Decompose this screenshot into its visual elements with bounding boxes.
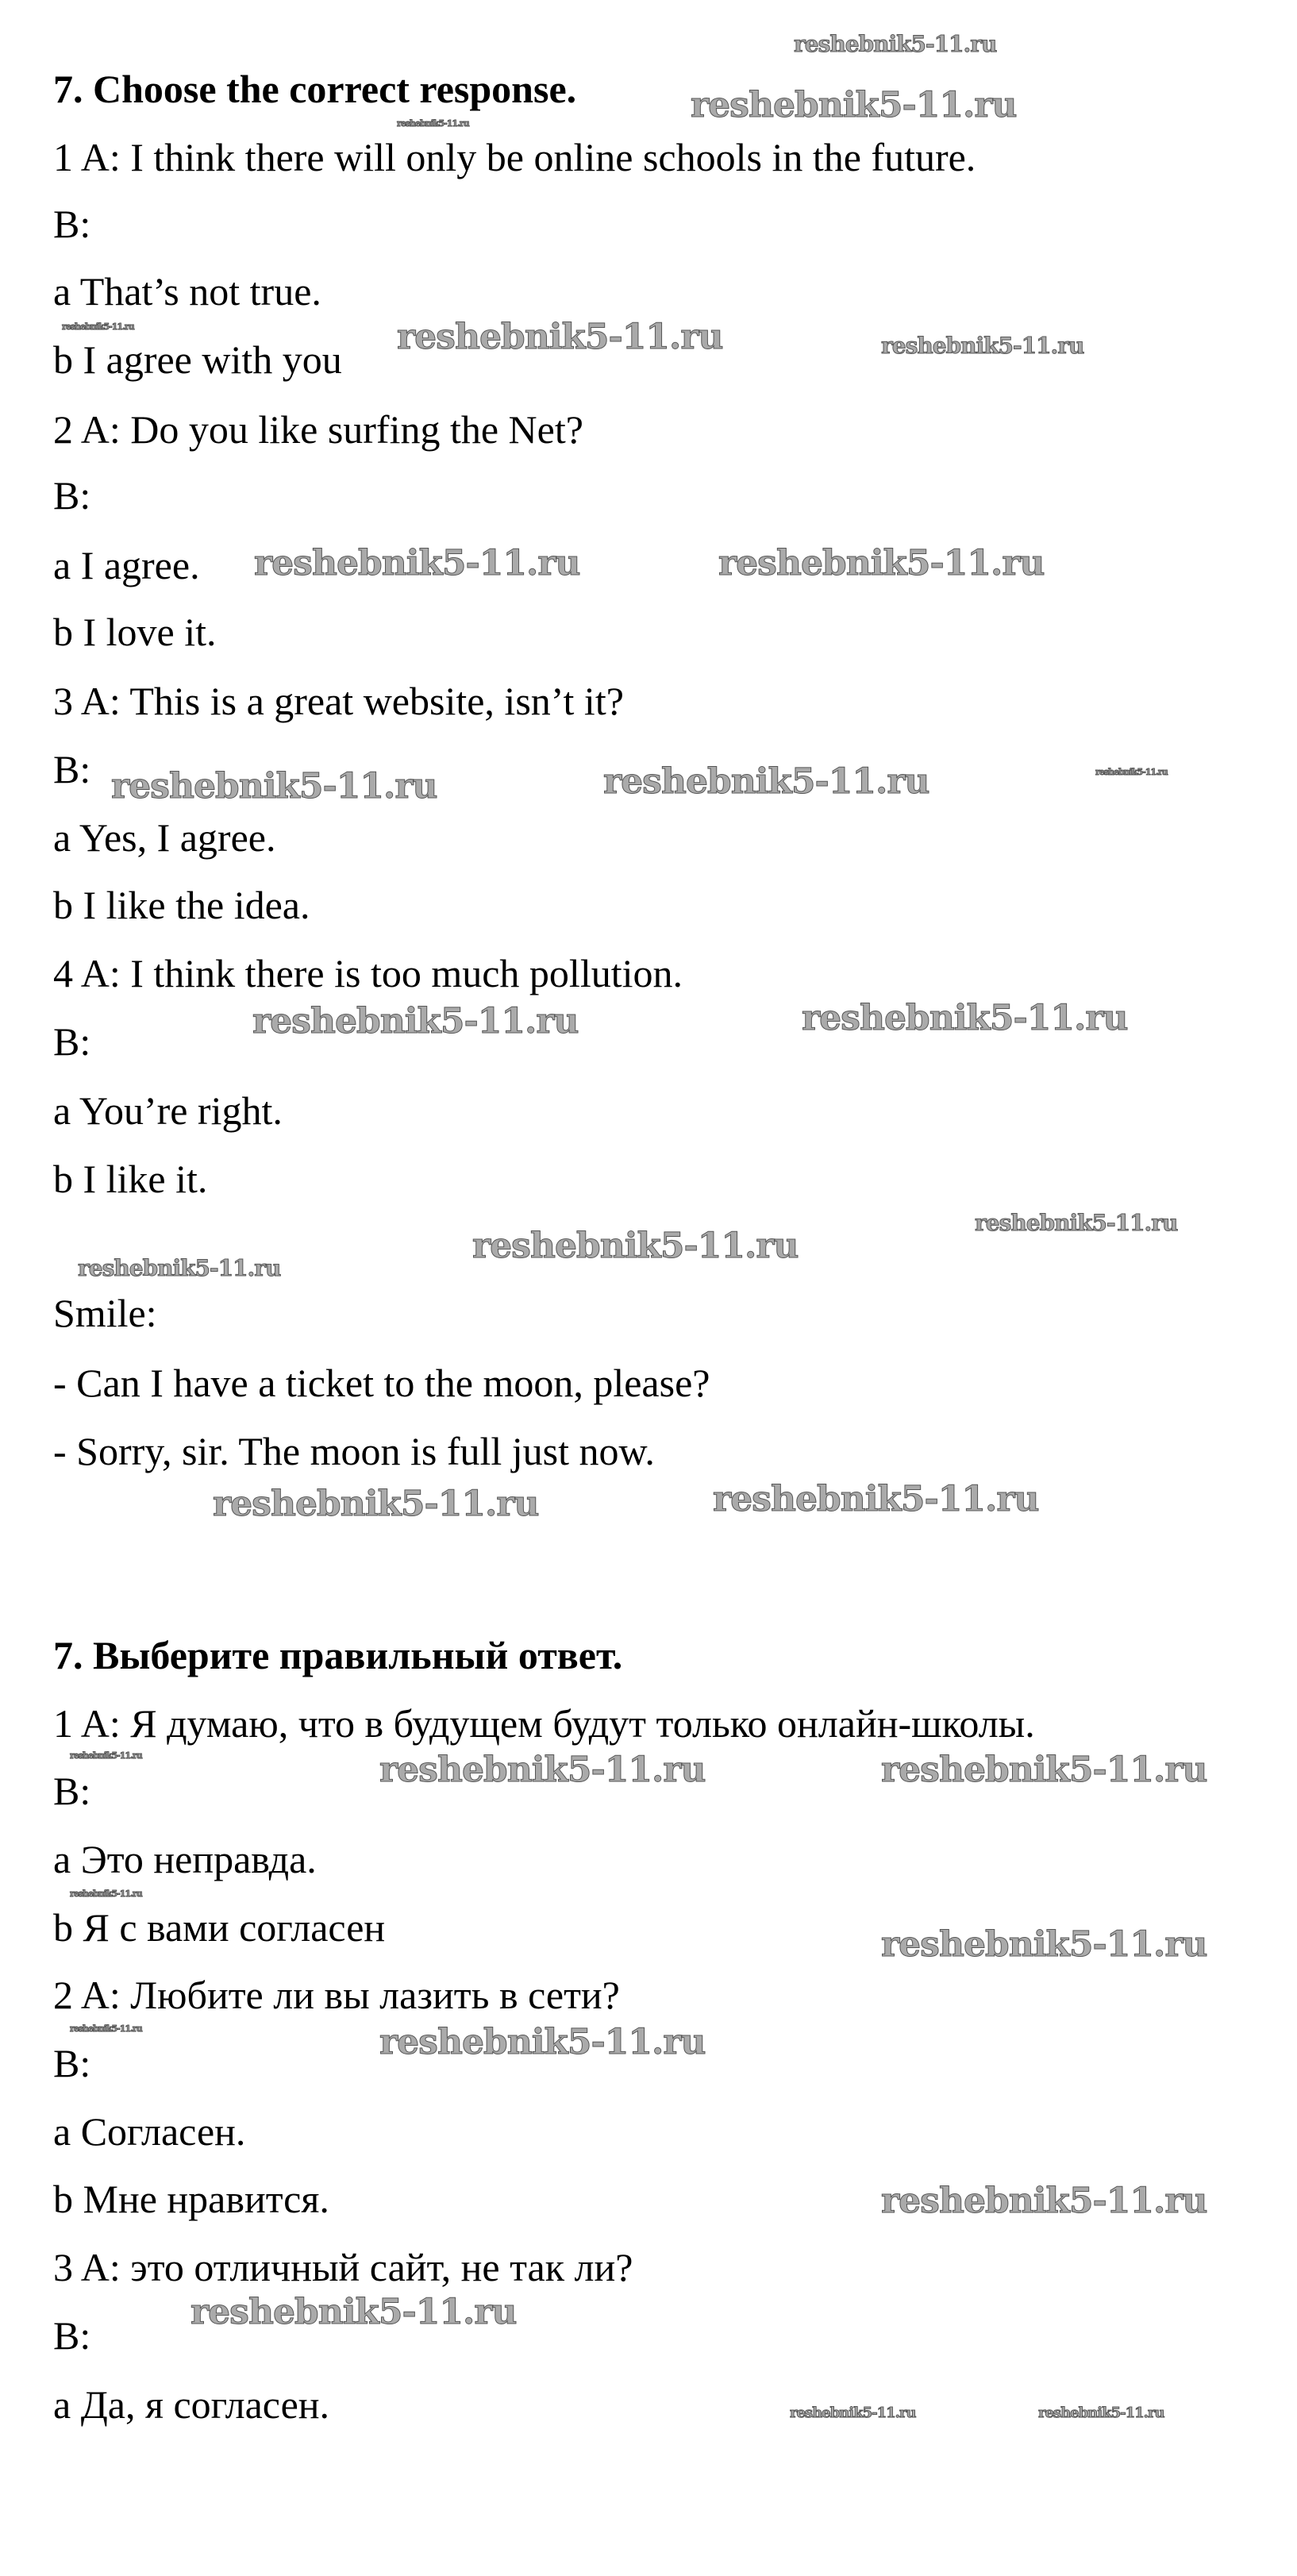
watermark: reshebnik5-11.ru	[1095, 767, 1168, 777]
dialogue-line: B:	[53, 1769, 91, 1813]
dialogue-line: a Да, я согласен.	[53, 2382, 330, 2427]
dialogue-line: b I love it.	[53, 610, 217, 654]
watermark: reshebnik5-11.ru	[191, 2292, 517, 2332]
watermark: reshebnik5-11.ru	[713, 1479, 1039, 1519]
dialogue-line: B:	[53, 473, 91, 518]
dialogue-line: b Я с вами согласен	[53, 1905, 386, 1950]
dialogue-line: a Согласен.	[53, 2109, 246, 2154]
watermark: reshebnik5-11.ru	[397, 118, 469, 129]
watermark: reshebnik5-11.ru	[802, 998, 1128, 1038]
dialogue-line: B:	[53, 2041, 91, 2085]
dialogue-line: b I like the idea.	[53, 883, 310, 927]
dialogue-line: a You’re right.	[53, 1088, 283, 1133]
watermark: reshebnik5-11.ru	[881, 333, 1084, 359]
watermark: reshebnik5-11.ru	[62, 322, 134, 332]
dialogue-line: b I like it.	[53, 1157, 208, 1201]
watermark: reshebnik5-11.ru	[213, 1484, 539, 1524]
watermark: reshebnik5-11.ru	[790, 2405, 916, 2421]
dialogue-line: B:	[53, 202, 91, 246]
watermark: reshebnik5-11.ru	[397, 317, 723, 357]
watermark: reshebnik5-11.ru	[975, 1210, 1178, 1236]
dialogue-line: b Мне нравится.	[53, 2177, 329, 2221]
watermark: reshebnik5-11.ru	[252, 1001, 579, 1042]
joke-line: - Sorry, sir. The moon is full just now.	[53, 1429, 655, 1473]
watermark: reshebnik5-11.ru	[70, 1750, 142, 1761]
watermark: reshebnik5-11.ru	[794, 31, 997, 57]
dialogue-line: B:	[53, 747, 91, 791]
watermark: reshebnik5-11.ru	[70, 1889, 142, 1899]
watermark: reshebnik5-11.ru	[254, 543, 580, 583]
watermark: reshebnik5-11.ru	[78, 1255, 281, 1281]
dialogue-line: B:	[53, 1019, 91, 1064]
watermark: reshebnik5-11.ru	[70, 2023, 142, 2034]
dialogue-line: B:	[53, 2313, 91, 2358]
dialogue-line: 2 A: Любите ли вы лазить в сети?	[53, 1973, 620, 2017]
smile-heading: Smile:	[53, 1291, 157, 1335]
watermark: reshebnik5-11.ru	[472, 1226, 799, 1266]
watermark: reshebnik5-11.ru	[111, 766, 437, 807]
watermark: reshebnik5-11.ru	[881, 1924, 1207, 1965]
dialogue-line: 4 A: I think there is too much pollution.	[53, 951, 683, 995]
watermark: reshebnik5-11.ru	[379, 1750, 706, 1790]
dialogue-line: 1 A: Я думаю, что в будущем будут только онлайн-школы.	[53, 1701, 1035, 1746]
joke-line: - Can I have a ticket to the moon, please?	[53, 1361, 710, 1405]
dialogue-line: a Это неправда.	[53, 1837, 317, 1881]
dialogue-line: 2 A: Do you like surfing the Net?	[53, 407, 583, 452]
dialogue-line: a Yes, I agree.	[53, 815, 276, 860]
exercise-title: 7. Выберите правильный ответ.	[53, 1633, 623, 1677]
dialogue-line: 3 A: это отличный сайт, не так ли?	[53, 2245, 633, 2289]
watermark: reshebnik5-11.ru	[881, 2181, 1207, 2221]
watermark: reshebnik5-11.ru	[379, 2022, 706, 2062]
watermark: reshebnik5-11.ru	[718, 543, 1045, 583]
exercise-title: 7. Choose the correct response.	[53, 67, 577, 111]
dialogue-line: a I agree.	[53, 543, 200, 587]
watermark: reshebnik5-11.ru	[691, 85, 1017, 125]
watermark: reshebnik5-11.ru	[881, 1750, 1207, 1790]
watermark: reshebnik5-11.ru	[1038, 2405, 1164, 2421]
dialogue-line: 1 A: I think there will only be online schools in the future.	[53, 135, 976, 179]
dialogue-line: b I agree with you	[53, 337, 342, 382]
dialogue-line: 3 A: This is a great website, isn’t it?	[53, 679, 624, 723]
dialogue-line: a That’s not true.	[53, 269, 321, 314]
watermark: reshebnik5-11.ru	[603, 761, 929, 802]
